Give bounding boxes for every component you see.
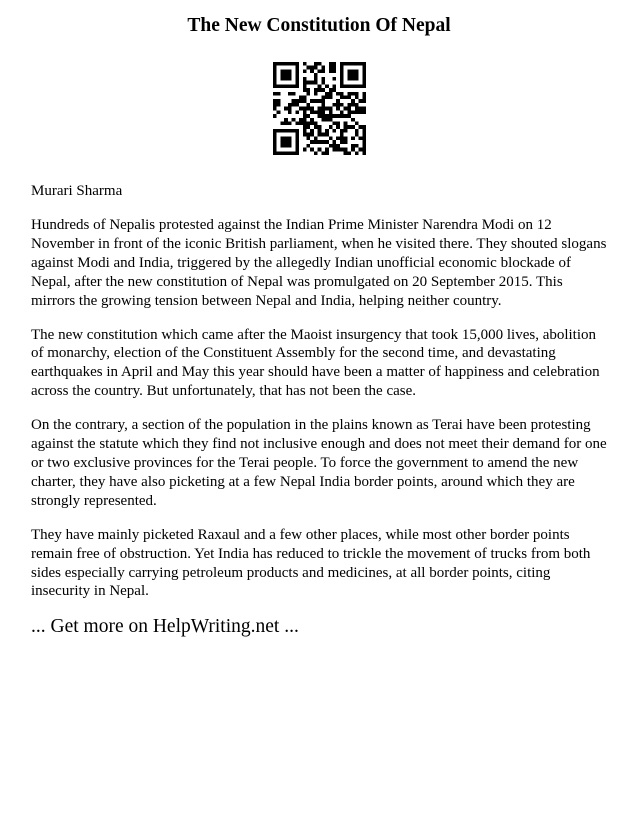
author-name: Murari Sharma: [31, 183, 123, 199]
paragraph-3: On the contrary, a section of the population in the plains known as Terai have been protesting against the statute which they find not inclusive enough and does not meet their demand for one or two exclusive provinces for the Terai people. To force the government to amend the new charter, they have also picketing at a few Nepal India border points, around which they are strongly represented.: [31, 417, 607, 509]
document-title: The New Constitution Of Nepal: [187, 15, 451, 36]
paragraph-1: Hundreds of Nepalis protested against the Indian Prime Minister Narendra Modi on 12 November in front of the iconic British parliament, when he visited there. They shouted slogans against Modi and India, triggered by the allegedly Indian unofficial economic blockade of Nepal, after the new constitution of Nepal was promulgated on 20 September 2015. This mirrors the growing tension between Nepal and India, helping neither country.: [31, 217, 607, 309]
paragraph-2: The new constitution which came after the Maoist insurgency that took 15,000 lives, abolition of monarchy, election of the Constituent Assembly for the second time, and devastating earthquakes in April and May this year should have been a matter of happiness and celebration across the country. But unfortunately, that has not been the case.: [31, 326, 600, 400]
get-more-link[interactable]: ... Get more on HelpWriting.net ...: [31, 616, 299, 638]
qr-code-icon: [273, 62, 366, 155]
qr-code-container: [31, 62, 607, 155]
paragraph-4: They have mainly picketed Raxaul and a few other places, while most other border points remain free of obstruction. Yet India has reduced to trickle the movement of trucks from both sides especially carrying petroleum products and medicines, at all border points, citing insecurity in Nepal.: [31, 526, 591, 600]
